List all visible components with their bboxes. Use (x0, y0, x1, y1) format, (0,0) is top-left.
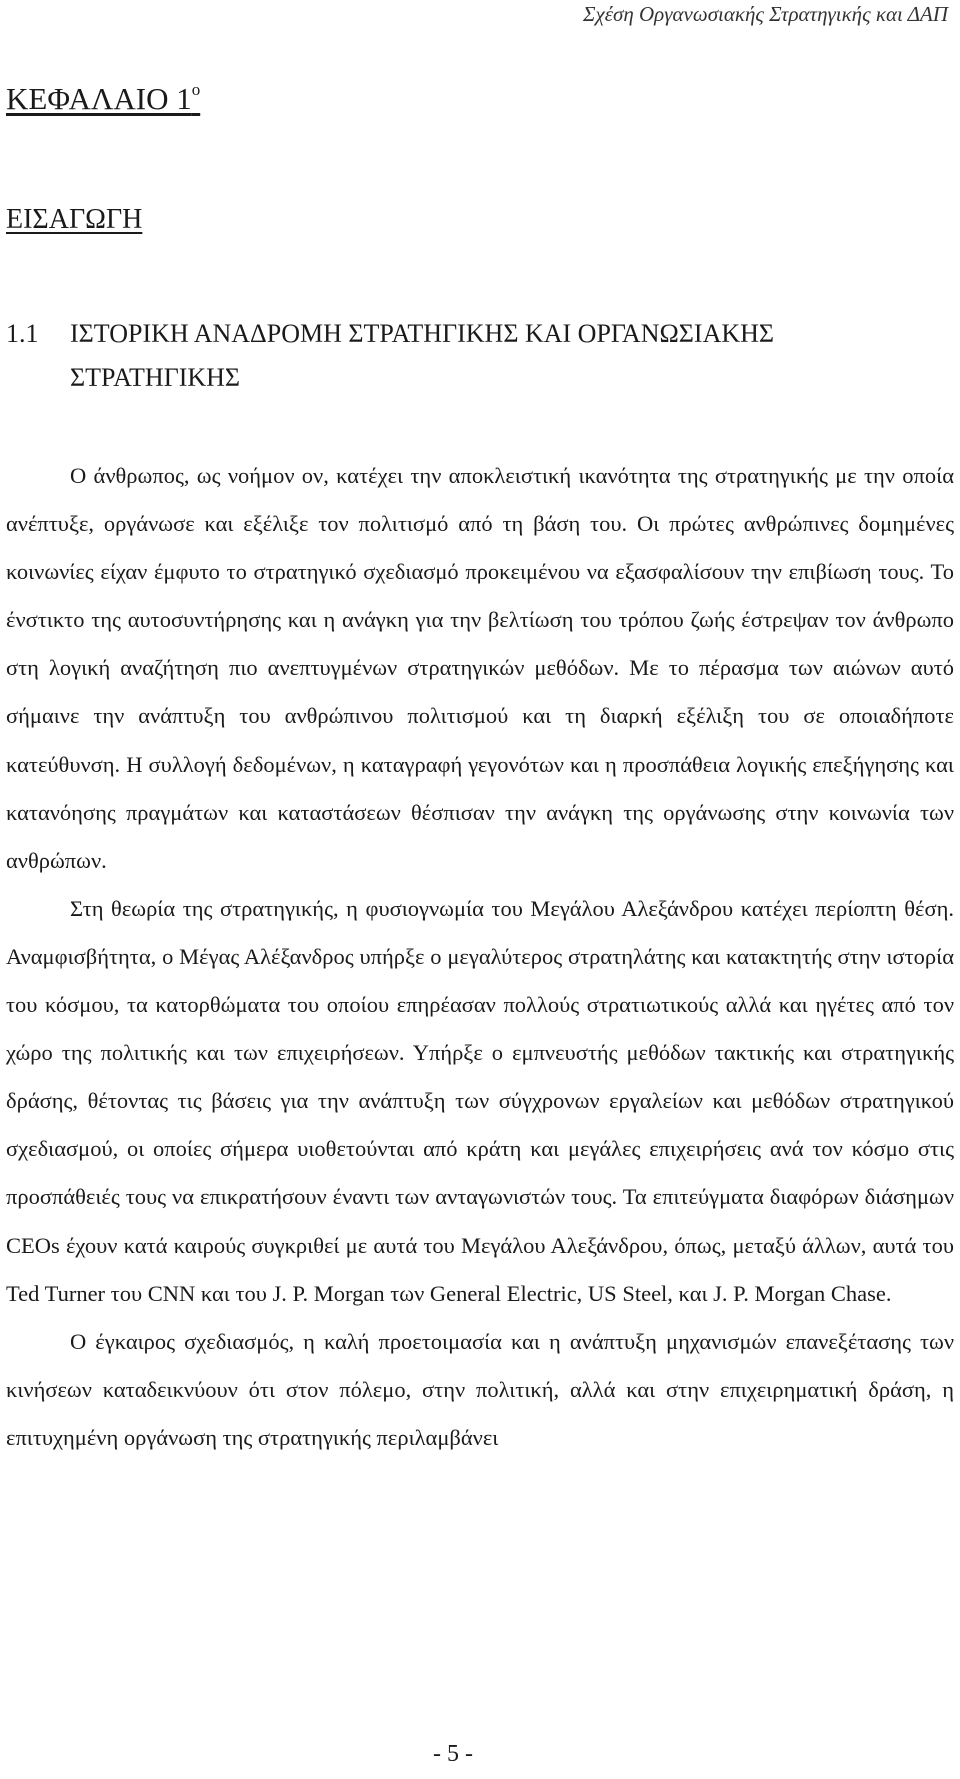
body-text (6, 452, 954, 1462)
section-title-line2: ΣΤΡΑΤΗΓΙΚΗΣ (70, 363, 241, 392)
section-title-line1: ΙΣΤΟΡΙΚΗ ΑΝΑΔΡΟΜΗ ΣΤΡΑΤΗΓΙΚΗΣ ΚΑΙ ΟΡΓΑΝΩΣΙΑΚΗΣ (70, 319, 775, 348)
chapter-title-text: ΚΕΦΑΛΑΙΟ 1 (6, 81, 192, 116)
introduction-title: ΕΙΣΑΓΩΓΗ (6, 204, 143, 235)
paragraph-3: Ο έγκαιρος σχεδιασμός, η καλή προετοιμασία και η ανάπτυξη μηχανισμών επανεξέτασης των κινήσεων καταδεικνύουν ότι στον πόλεμο, στην πολιτική, αλλά και στην επιχειρηματική δράση, η επιτυχημένη οργάνωση της στρατηγικής περιλαμβάνει (6, 1328, 954, 1450)
section-heading (6, 312, 946, 400)
chapter-ordinal-superscript: ο (191, 80, 201, 99)
running-header: Σχέση Οργανωσιακής Στρατηγικής και ΔΑΠ (582, 2, 948, 26)
paragraph-1: Ο άνθρωπος, ως νοήμον ον, κατέχει την αποκλειστική ικανότητα της στρατηγικής με την οποία ανέπτυξε, οργάνωσε και εξέλιξε τον πολιτισμό από τη βάση του. Οι πρώτες ανθρώπινες δομημένες κοινωνίες είχαν έμφυτο το στρατηγικό σχεδιασμό προκειμένου να εξασφαλίσουν την επιβίωση τους. Το ένστικτο της αυτοσυντήρησης και η ανάγκη για την βελτίωση του τρόπου ζωής έστρεψαν τον άνθρωπο στη λογική αναζήτηση πιο ανεπτυγμένων στρατηγικών μεθόδων. Με το πέρασμα των αιώνων αυτό σήμαινε την ανάπτυξη του ανθρώπινου πολιτισμού και τη διαρκή εξέλιξη του σε οποιαδήποτε κατεύθυνση. Η συλλογή δεδομένων, η καταγραφή γεγονότων και η προσπάθεια λογικής επεξήγησης και κατανόησης πραγμάτων και καταστάσεων θέσπισαν την ανάγκη της οργάνωσης στην κοινωνία των ανθρώπων. (6, 463, 954, 873)
section-number: 1.1 (6, 319, 39, 348)
chapter-title (6, 80, 200, 117)
paragraph-2: Στη θεωρία της στρατηγικής, η φυσιογνωμία του Μεγάλου Αλεξάνδρου κατέχει περίοπτη θέση. Αναμφισβήτητα, ο Μέγας Αλέξανδρος υπήρξε ο μεγαλύτερος στρατηλάτης και κατακτητής στην ιστορία του κόσμου, τα κατορθώματα του οποίου επηρέασαν πολλούς στρατιωτικούς αλλά και ηγέτες από τον χώρο της πολιτικής και των επιχειρήσεων. Υπήρξε ο εμπνευστής μεθόδων τακτικής και στρατηγικής δράσης, θέτοντας τις βάσεις για την ανάπτυξη των σύγχρονων εργαλείων και μεθόδων στρατηγικού σχεδιασμού, οι οποίες σήμερα υιοθετούνται από κράτη και μεγάλες επιχειρήσεις ανά τον κόσμο στις προσπάθειές τους να επικρατήσουν έναντι των ανταγωνιστών τους. Τα επιτεύγματα διαφόρων διάσημων CEOs έχουν κατά καιρούς συγκριθεί με αυτά του Μεγάλου Αλεξάνδρου, όπως, μεταξύ άλλων, αυτά του Ted Turner του CNN και του J. P. Morgan των General Electric, US Steel, και J. P. Morgan Chase. (6, 895, 954, 1306)
page-number: - 5 - (433, 1741, 473, 1767)
